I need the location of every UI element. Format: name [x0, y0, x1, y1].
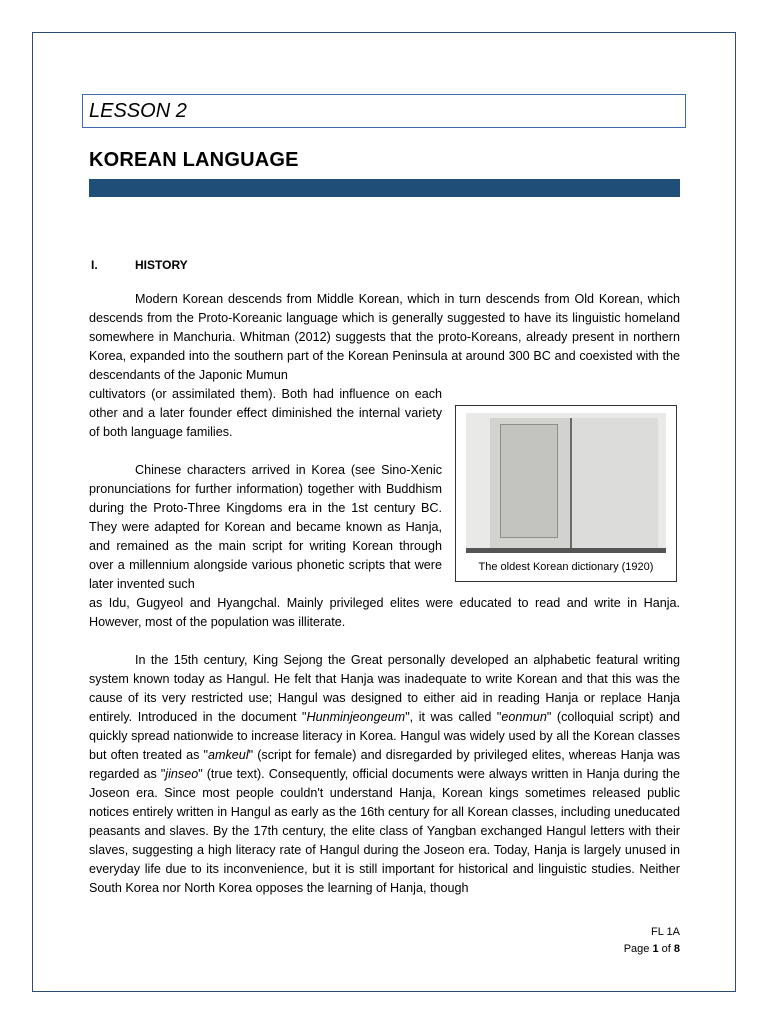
lesson-label: LESSON 2	[82, 94, 686, 128]
paragraph-2	[89, 461, 442, 594]
page-title: KOREAN LANGUAGE	[89, 149, 299, 171]
footer-page-number: Page 1 of 8	[623, 943, 680, 955]
paragraph-1-tail-text: cultivators (or assimilated them). Both had influence on each other and a later founder effect diminished the internal variety of both language families.	[89, 387, 442, 439]
book-cover	[490, 418, 572, 548]
book-page	[572, 418, 658, 548]
paragraph-3-text: In the 15th century, King Sejong the Great personally developed an alphabetic featural writing system known today as Hangul. He felt that Hanja was inadequate to write Korean and that this was the cause of its very restricted use; Hangul was designed to either aid in reading Hanja or replace Hanja entirely. Introduced in the document "Hunminjeongeum", it was called "eonmun" (colloquial script) and quickly spread nationwide to increase literacy in Korea. Hangul was widely used by all the Korean classes but often treated as "amkeul" (script for female) and disregarded by privileged elites, whereas Hanja was regarded as "jinseo" (true text). Consequently, official documents were always written in Hanja during the Joseon era. Since most people couldn't understand Hanja, Korean kings sometimes released public notices entirely written in Hangul as early as the 16th century for all Korean classes, including uneducated peasants and slaves. By the 17th century, the elite class of Yangban exchanged Hangul letters with their slaves, suggesting a high literacy rate of Hangul during the Joseon era. Today, Hanja is largely unused in everyday life due to its inconvenience, but it is still important for historical and linguistic studies. Neither South Korea nor North Korea opposes the learning of Hanja, though	[89, 653, 680, 895]
paragraph-2-text: Chinese characters arrived in Korea (see Sino-Xenic pronunciations for further information) together with Buddhism during the Proto-Three Kingdoms era in the 1st century BC. They were adapted for Korean and became known as Hanja, and remained as the main script for writing Korean through over a millennium alongside various phonetic scripts that were later invented such	[89, 463, 442, 591]
term-jinseo: jinseo	[165, 767, 199, 781]
term-eonmun: eonmun	[501, 710, 547, 724]
dictionary-image	[466, 413, 666, 553]
term-amkeul: amkeul	[208, 748, 249, 762]
term-hunminjeongeum: Hunminjeongeum	[306, 710, 406, 724]
paragraph-2-continued	[89, 594, 680, 632]
paragraph-1	[89, 290, 680, 385]
section-number: I.	[91, 258, 98, 272]
paragraph-3	[89, 651, 680, 898]
section-title: HISTORY	[135, 258, 188, 272]
title-underline-bar	[89, 179, 680, 197]
paragraph-1-text: Modern Korean descends from Middle Korean, which in turn descends from Old Korean, which descends from the Proto-Koreanic language which is generally suggested to have its linguistic homeland somewhere in Manchuria. Whitman (2012) suggests that the proto-Koreans, already present in northern Korea, expanded into the southern part of the Korean Peninsula at around 300 BC and coexisted with the descendants of the Japonic Mumun	[89, 292, 680, 382]
footer-course: FL 1A	[651, 926, 680, 938]
paragraph-2-tail-text: as Idu, Gugyeol and Hyangchal. Mainly privileged elites were educated to read and write in Hanja. However, most of the population was illiterate.	[89, 596, 680, 629]
figure-dictionary	[455, 405, 677, 582]
figure-caption: The oldest Korean dictionary (1920)	[478, 561, 654, 573]
paragraph-1-continued	[89, 385, 442, 442]
